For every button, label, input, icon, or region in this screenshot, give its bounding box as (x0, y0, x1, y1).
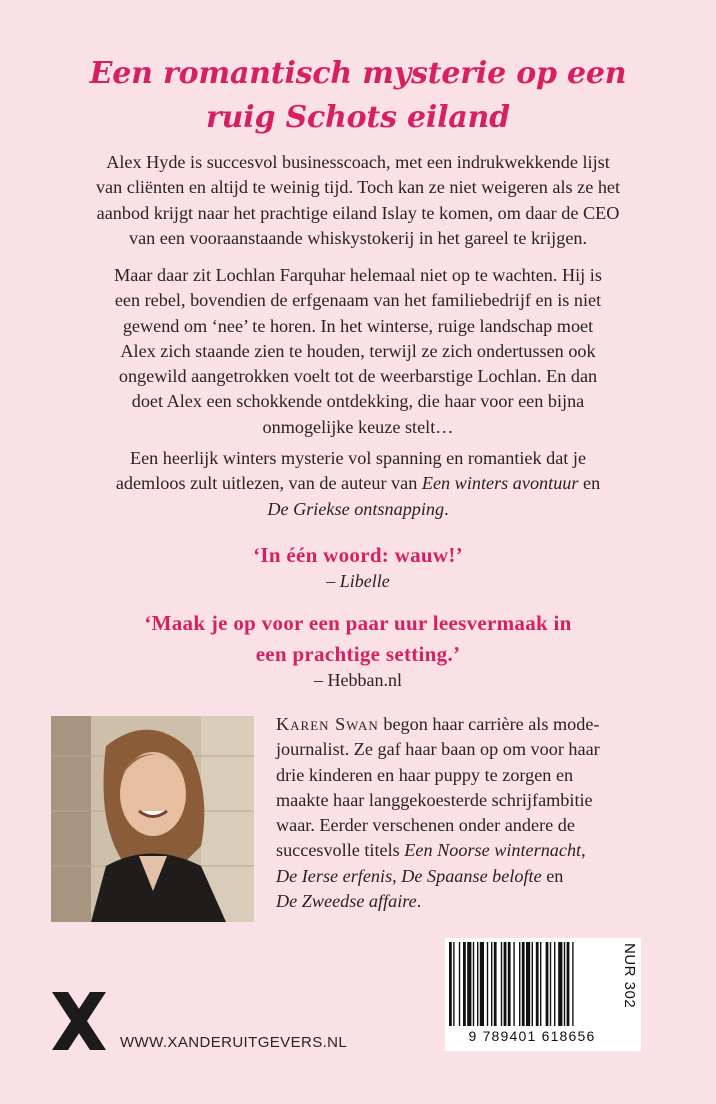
bio-line (276, 889, 686, 914)
author-photo (51, 716, 254, 922)
quote-line: een prachtige setting.’ (255, 642, 461, 666)
quote-line: ‘Maak je op voor een paar uur leesvermaak in (144, 611, 572, 635)
blurb-line: onmogelijke keuze stelt… (262, 416, 454, 437)
bio-line (276, 712, 686, 737)
review-attribution-2: – Hebban.nl (314, 670, 402, 690)
blurb-line: doet Alex een schokkende ontdekking, die haar voor een bijna (131, 391, 585, 412)
blurb-line: een rebel, bovendien de erfgenaam van het familiebedrijf en is niet (114, 290, 602, 311)
review-attribution-1 (40, 571, 676, 592)
blurb-line: ongewild aangetrokken voelt tot de weerbarstige Lochlan. En dan (118, 366, 598, 387)
blurb-line: van cliënten en altijd te weinig tijd. Toch kan ze niet weigeren als ze het (95, 177, 621, 198)
blurb-text: . (444, 498, 449, 519)
blurb-paragraph-3 (58, 446, 658, 522)
book-title: De Ierse erfenis (276, 865, 393, 886)
blurb-text: en (578, 473, 601, 494)
blurb-paragraph-2 (58, 263, 658, 440)
bio-line: drie kinderen en haar puppy te zorgen en (276, 764, 574, 785)
book-title: Een winters avontuur (421, 473, 579, 494)
blurb-line: Een heerlijk winters mysterie vol spanning en romantiek dat je (129, 448, 587, 468)
review-quote-1: ‘In één woord: wauw!’ (253, 543, 463, 567)
attribution-dash: – (326, 571, 340, 591)
headline-line-2: ruig Schots eiland (206, 100, 510, 135)
bio-line: maakte haar langgekoesterde schrijfambitie (276, 789, 593, 810)
author-name: Karen Swan (276, 714, 379, 734)
blurb-line: Alex zich staande zien te houden, terwijl ze zich ondertussen ook (120, 340, 596, 361)
bio-line (276, 864, 686, 889)
headline (40, 52, 676, 140)
blurb-line: Maar daar zit Lochlan Farquhar helemaal niet op te wachten. Hij is (114, 265, 602, 285)
blurb-paragraph-1 (58, 150, 658, 251)
author-bio (276, 712, 686, 914)
bio-line: journalist. Ze gaf haar baan op om voor haar (276, 739, 600, 760)
blurb-line: Alex Hyde is succesvol businesscoach, met een indrukwekkende lijst (106, 152, 610, 172)
book-title: De Griekse ontsnapping (267, 498, 445, 519)
bio-text: begon haar carrière als mode- (378, 714, 600, 734)
publisher-website-link[interactable]: WWW.XANDERUITGEVERS.NL (120, 1034, 348, 1051)
bio-text: en (541, 865, 564, 886)
bio-line (276, 838, 686, 863)
book-title: De Zweedse affaire (276, 891, 417, 912)
blurb-line: van een vooraanstaande whiskystokerij in het gareel te krijgen. (128, 227, 588, 248)
bio-text: succesvolle titels (276, 840, 405, 861)
bio-text: . (416, 891, 422, 912)
book-title: Een Noorse winternacht (404, 840, 582, 861)
blurb-text: ademloos zult uitlezen, van de auteur van (115, 473, 422, 494)
xander-logo (48, 990, 110, 1052)
blurb-line (58, 471, 658, 496)
attribution-source: Libelle (339, 571, 390, 591)
bio-line: waar. Eerder verschenen onder andere de (276, 815, 575, 836)
book-title: De Spaanse belofte (401, 865, 542, 886)
isbn-number: 9 789401 618656 (452, 1028, 612, 1044)
nur-code: NUR 302 (621, 943, 638, 1009)
review-quote-2 (40, 608, 676, 670)
headline-line-1: Een romantisch mysterie op een (89, 56, 627, 91)
blurb-line: gewend om ‘nee’ te horen. In het winterse, ruige landschap moet (122, 315, 594, 336)
bio-text: , (581, 840, 586, 861)
bio-text: , (392, 865, 402, 886)
blurb-line (58, 497, 658, 522)
blurb-line: aanbod krijgt naar het prachtige eiland Islay te komen, om daar de CEO (96, 202, 620, 223)
